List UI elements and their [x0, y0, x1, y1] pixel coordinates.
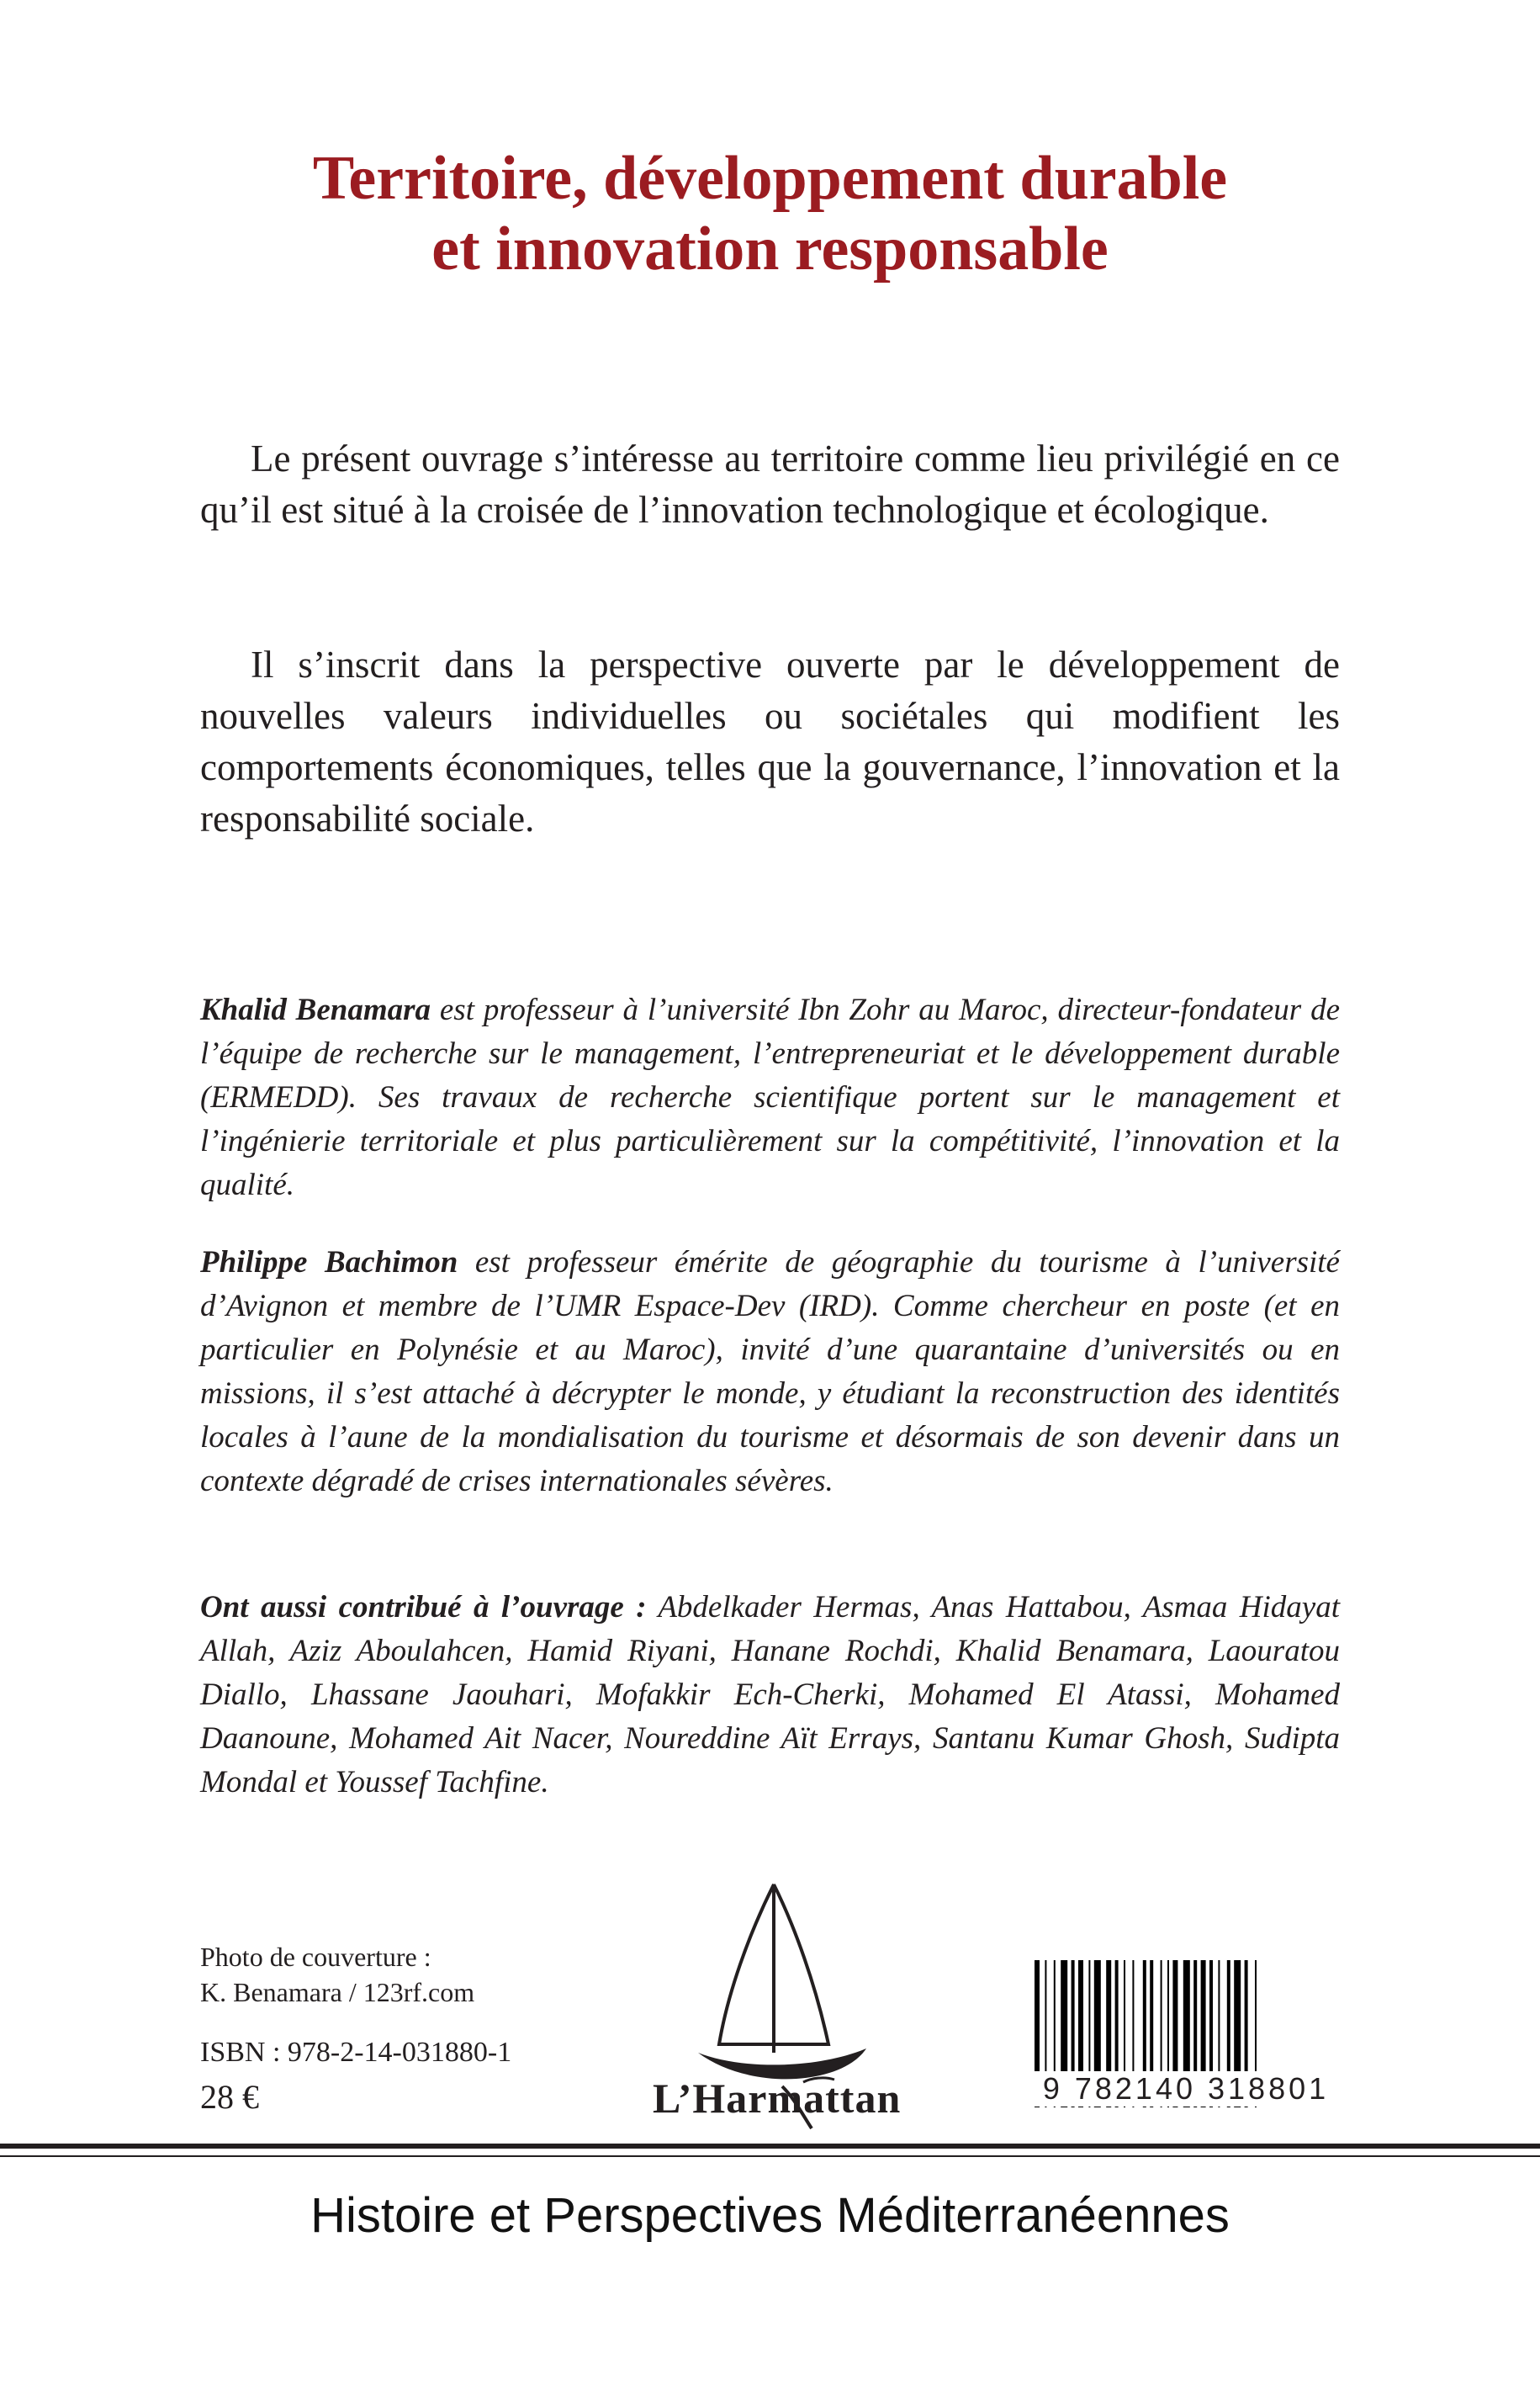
- contributors: [200, 1586, 1340, 1805]
- author-bio-2: [200, 1241, 1340, 1503]
- photo-credit: [200, 1939, 474, 2010]
- author-bio-text-1: est professeur à l’université Ibn Zohr au Maroc, directeur-fondateur de l’équipe de recherche sur le management, l’entrepreneuriat et le développement durable (ERMEDD). Ses travaux de recherche scientifique portent sur le management et l’ingénierie territoriale et plus particulièrement sur la compétitivité, l’innovation et la qualité.: [200, 993, 1340, 1202]
- author-name-1: Khalid Benamara: [200, 993, 431, 1027]
- title-line-2: et innovation responsable: [431, 215, 1109, 284]
- price: 28 €: [200, 2078, 259, 2116]
- intro-paragraph-1: Le présent ouvrage s’intéresse au territoire comme lieu privilégié en ce qu’il est situé à la croisée de l’innovation technologique et écologique.: [200, 437, 1340, 531]
- publisher-name: L’Harmattan: [653, 2075, 902, 2122]
- title-line-1: Territoire, développement durable: [312, 144, 1228, 213]
- isbn: ISBN : 978-2-14-031880-1: [200, 2037, 512, 2068]
- contributors-list: Abdelkader Hermas, Anas Hattabou, Asmaa Hidayat Allah, Aziz Aboulahcen, Hamid Riyani, Hanane Rochdi, Khalid Benamara, Laouratou Diallo, Lhassane Jaouhari, Mofakkir Ech-Cherki, Mohamed El Atassi, Mohamed Daanoune, Mohamed Ait Nacer, Noureddine Aït Errays, Santanu Kumar Ghosh, Sudipta Mondal et Youssef Tachfine.: [200, 1590, 1341, 1799]
- intro-paragraph-2: Il s’inscrit dans la perspective ouverte par le développement de nouvelles valeurs individuelles ou sociétales qui modifient les comportements économiques, telles que la gouvernance, l’innovation et la responsabilité sociale.: [200, 644, 1340, 840]
- book-title: [0, 143, 1540, 284]
- contributors-label: Ont aussi contribué à l’ouvrage :: [200, 1590, 647, 1624]
- author-bio-1: [200, 988, 1340, 1207]
- photo-credit-source: K. Benamara / 123rf.com: [200, 1977, 475, 2007]
- divider-thick: [0, 2144, 1540, 2149]
- divider-thin: [0, 2155, 1540, 2157]
- photo-credit-label: Photo de couverture :: [200, 1942, 431, 1972]
- barcode-number: 9 782140 318801: [1030, 2071, 1342, 2107]
- series-title: Histoire et Perspectives Méditerranéennes: [310, 2188, 1230, 2243]
- author-bio-text-2: est professeur émérite de géographie du tourisme à l’université d’Avignon et membre de l’UMR Espace-Dev (IRD). Comme chercheur en poste (et en particulier en Polynésie et au Maroc), invité d’une quarantaine d’universités ou en missions, il s’est attaché à décrypter le monde, y étudiant la reconstruction des identités locales à l’aune de la mondialisation du tourisme et désormais de son devenir dans un contexte dégradé de crises internationales sévères.: [200, 1245, 1340, 1498]
- author-name-2: Philippe Bachimon: [200, 1245, 458, 1280]
